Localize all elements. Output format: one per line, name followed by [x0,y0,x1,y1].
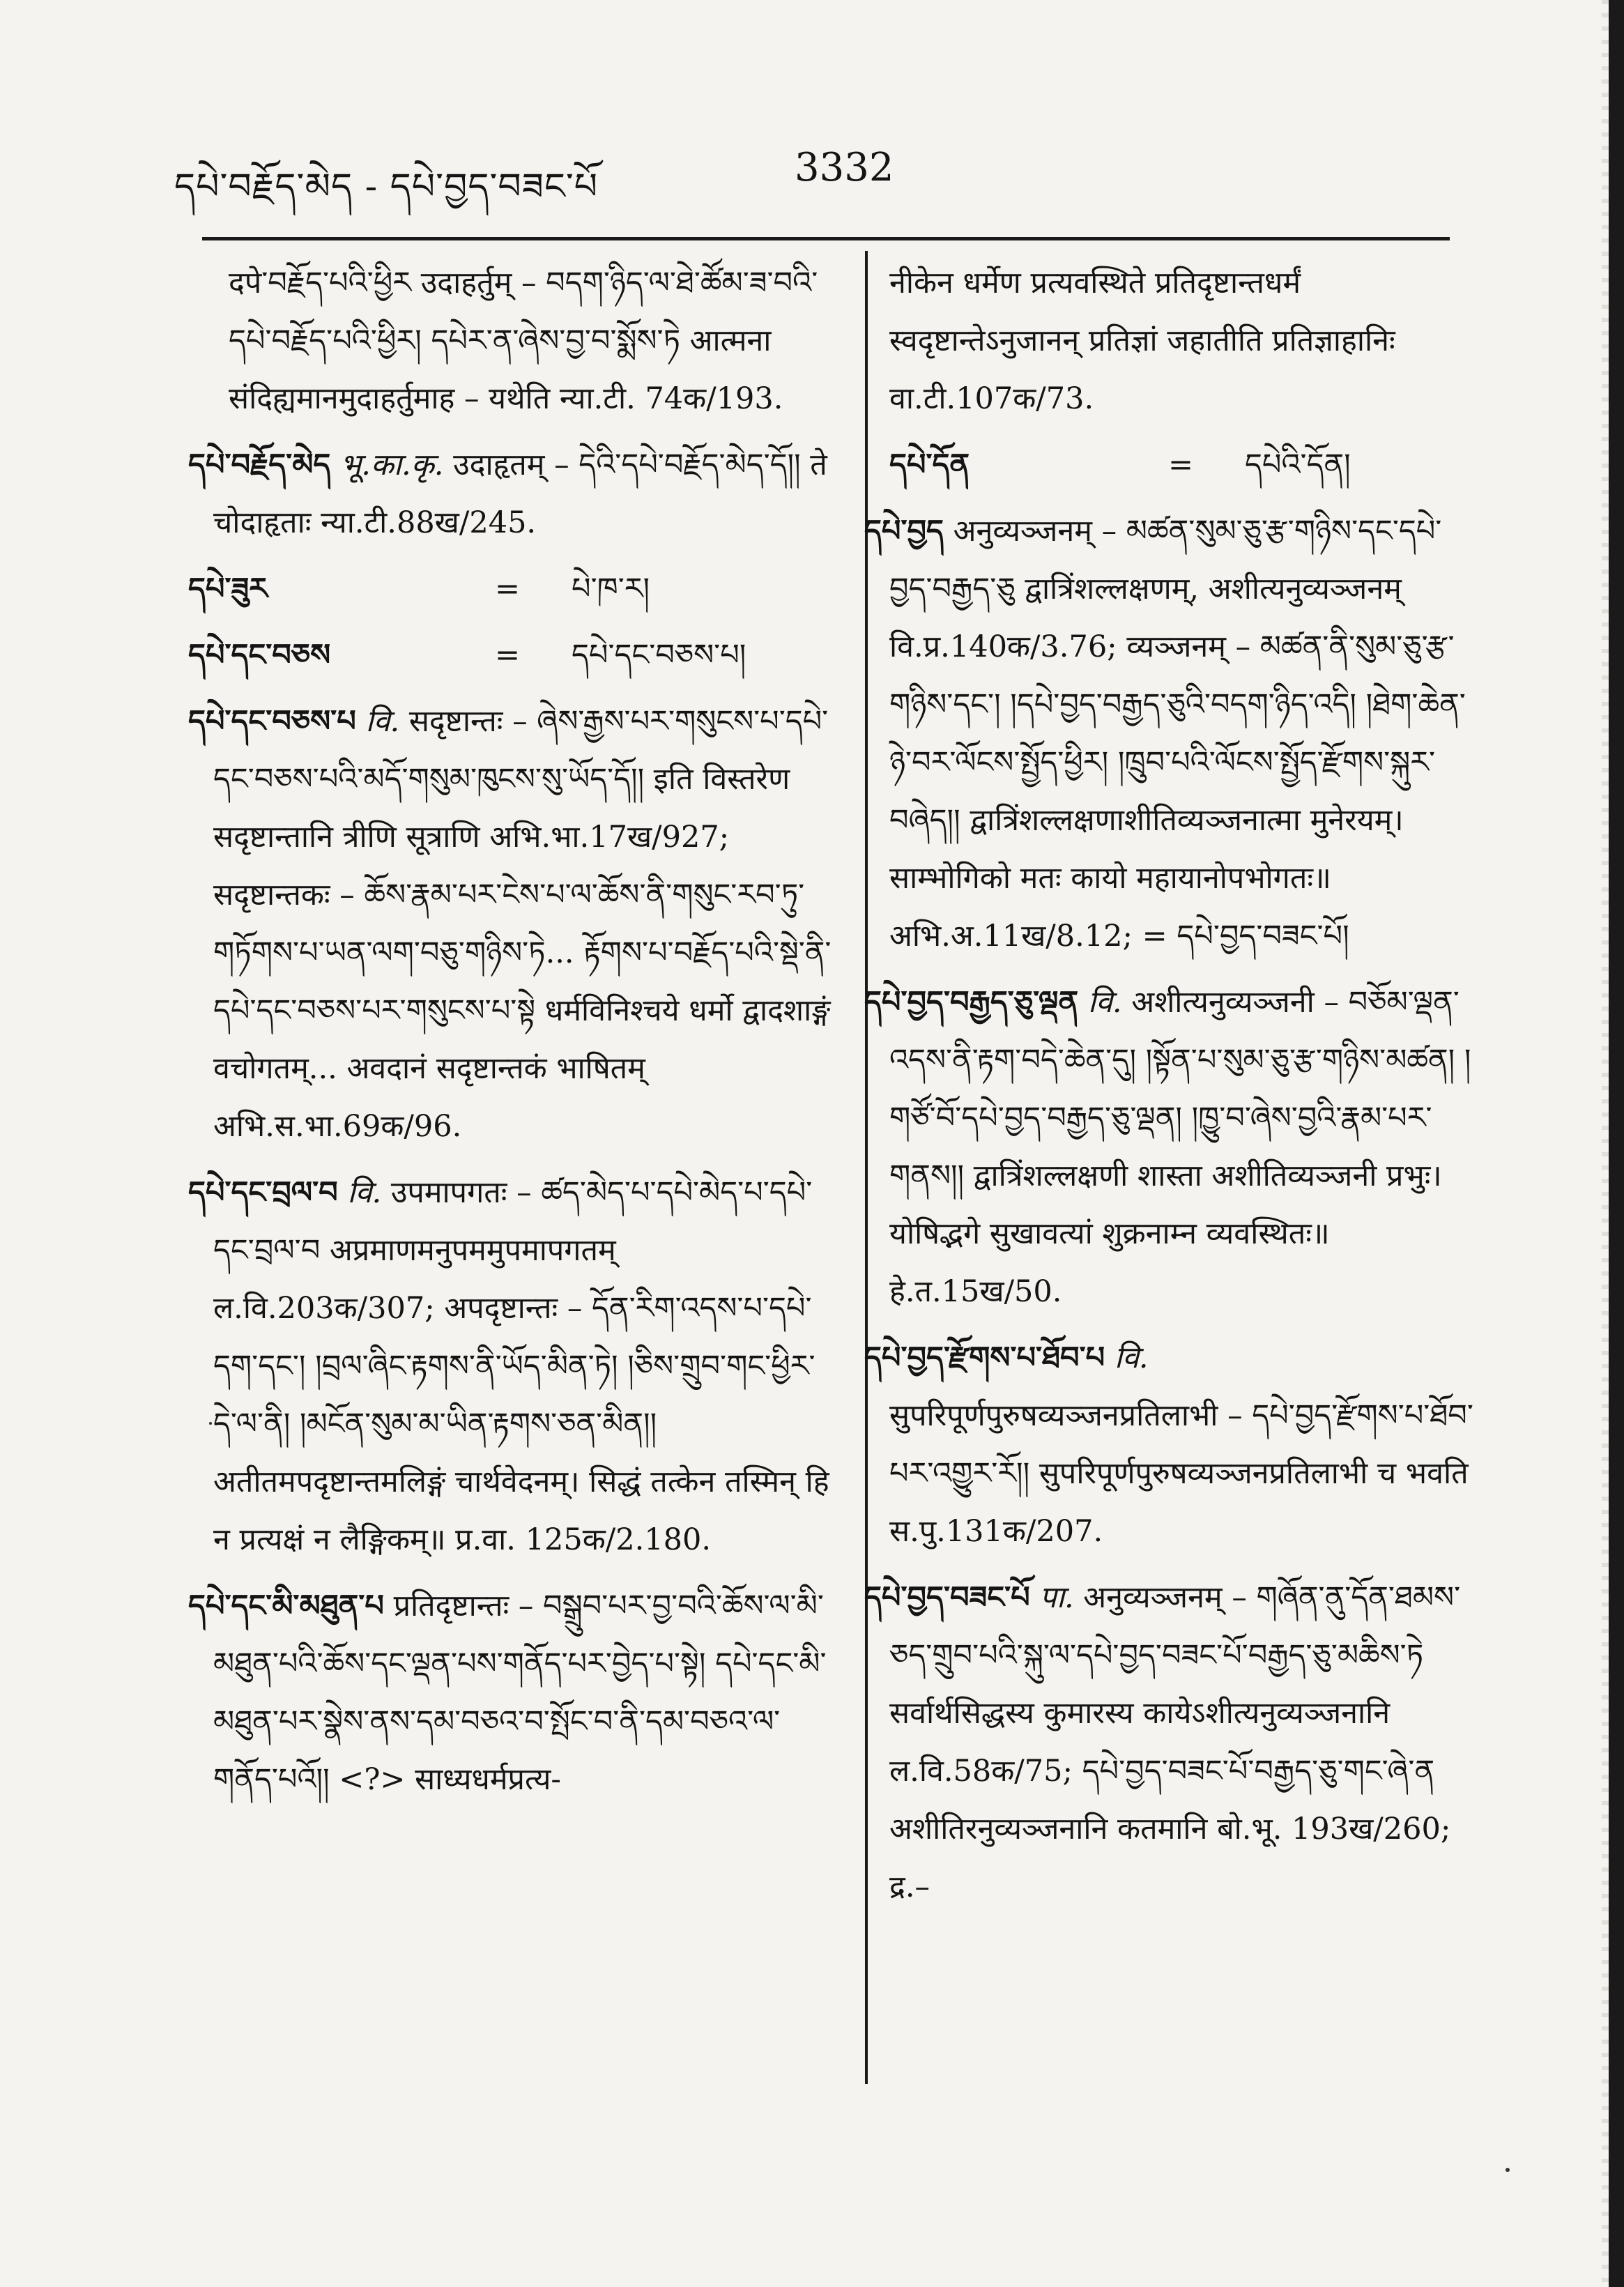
entry-headword: དཔེ་དང་བཅས [188,638,331,673]
entry-text: उपमापगतः – ཚད་མེད་པ་དཔེ་མེད་པ་དཔེ་དང་བྲལ་བ अप्रमाणमनुपममुपमापगतम् ल.वि.203क/307; अपदृष्टान्तः – དོན་རིག་འདས་པ་དཔེ་དག་དང་། །བྲལ་ཞིང་རྟགས་ནི་ཡོད་མིན་ཏེ། །ཅིས་གྲུབ་གང་ཕྱིར་དེ་ལ་ནི། །མངོན་སུམ་མ་ཡིན་རྟགས་ཅན་མིན།། अतीतमपदृष्टान्तमलिङ्गं चार्थवेदनम्। सिद्धं तत्केन तस्मिन् हि न प्रत्यक्षं न लैङ्गिकम्॥ प्र.वा. 125क/2.180. [213,1175,829,1557]
header-rule [202,237,1450,240]
cross-reference-entry [864,436,1478,494]
cross-reference-target: པེ་ཁ་ར། [572,572,650,606]
dictionary-entry [188,436,836,552]
entry-headword: དཔེ་དང་བྲལ་བ [188,1175,338,1210]
entry-headword: དཔེ་བྱད [864,514,944,549]
right-column [864,254,1478,1925]
cross-reference-entry [188,627,836,684]
entry-text: सुपरिपूर्णपुरुषव्यञ्जनप्रतिलाभी – དཔེ་བྱད་རྫོགས་པ་ཐོབ་པར་འགྱུར་རོ།། सुपरिपूर्णपुरुषव्यञ्जनप्रतिलाभी च भवति स.पु.131क/207. [889,1398,1473,1549]
cross-reference-target: དཔེ་དང་བཅས་པ། [572,638,746,673]
scan-edge-bar [1609,0,1624,2287]
entry-headword: དཔེ་དང་མི་མཐུན་པ [188,1589,384,1623]
entry-text: दपे་བརྗོད་པའི་ཕྱིར उदाहर्तुम् – བདག་ཉིད་ལ་ཐེ་ཚོམ་ཟ་བའི་དཔེ་བརྗོད་པའི་ཕྱིར། དཔེར་ན་ཞེས་བྱ་བ་སྨོས་ཏེ आत्मना संदिह्यमानमुदाहर्तुमाह – यथेति न्या.टी. 74क/193. [229,266,818,416]
entry-text: उदाहृतम् – དེའི་དཔེ་བརྗོད་མེད་དོ།། ते चोदाहृताः न्या.टी.88ख/245. [213,448,827,540]
dictionary-entry [864,1569,1478,1916]
scan-speck [209,1422,212,1425]
entry-grammar: भू.का.कृ. [339,448,444,482]
cross-reference-entry [188,560,836,618]
dictionary-entry [188,693,836,1156]
scan-speck [1506,2168,1510,2172]
entry-headword: དཔེ་དང་བཅས་པ [188,704,356,739]
entry-headword: དཔེ་བྱད་བརྒྱད་ཅུ་ལྡན [864,985,1079,1020]
entry-text: प्रतिदृष्टान्तः – བསྒྲུབ་པར་བྱ་བའི་ཆོས་ལ་མི་མཐུན་པའི་ཆོས་དང་ལྡན་པས་གནོད་པར་བྱེད་པ་སྟེ། དཔེ་དང་མི་མཐུན་པར་སྣེས་ནས་དམ་བཅའ་བ་སྤོང་བ་ནི་དམ་བཅའ་ལ་གནོད་པའོ།། <?> साध्यधर्मप्रत्य- [213,1589,827,1797]
dictionary-entry [188,254,836,428]
cross-reference-target: དཔེའི་དོན། [1245,448,1351,482]
dictionary-entry [188,1164,836,1569]
entry-text: अनुव्यञ्जनम् – གཞོན་ནུ་དོན་ཐམས་ཅད་གྲུབ་པའི་སྐུ་ལ་དཔེ་བྱད་བཟང་པོ་བརྒྱད་ཅུ་མཆིས་ཏེ सर्वार्थसिद्धस्य कुमारस्य कायेऽशीत्यनुव्यञ्जनानि ल.वि.58क/75; དཔེ་བྱད་བཟང་པོ་བརྒྱད་ཅུ་གང་ཞེ་ན अशीतिरनुव्यञ्जनानि कतमानि बो.भू. 193ख/260; द्र.– [889,1580,1461,1904]
entry-grammar: वि. [1114,1340,1149,1375]
entry-grammar: वि. [365,704,400,739]
entry-text: सदृष्टान्तः – ཞེས་རྒྱས་པར་གསུངས་པ་དཔེ་དང་བཅས་པའི་མདོ་གསུམ་ཁུངས་སུ་ཡོད་དོ།། इति विस्तरेण सदृष्टान्तानि त्रीणि सूत्राणि अभि.भा.17ख/927; सदृष्टान्तकः – ཆོས་རྣམ་པར་ངེས་པ་ལ་ཆོས་ནི་གསུང་རབ་ཏུ་གཏོགས་པ་ཡན་ལག་བཅུ་གཉིས་ཏེ... རྟོགས་པ་བརྗོད་པའི་སྡེ་ནི་དཔེ་དང་བཅས་པར་གསུངས་པ་སྟེ धर्मविनिश्चये धर्मो द्वादशाङ्गं वचोगतम्... अवदानं सदृष्टान्तकं भाषितम् अभि.स.भा.69क/96. [213,704,832,1144]
scan-edge-noise [1602,0,1609,2287]
entry-headword: དཔེ་དོན [889,448,970,482]
page-number: 3332 [795,145,894,190]
entry-text: अनुव्यञ्जनम् – མཚན་སུམ་ཅུ་རྩ་གཉིས་དང་དཔེ་བྱད་བརྒྱད་ཅུ द्वात्रिंशल्लक्षणम्, अशीत्यनुव्यञ्जनम् वि.प्र.140क/3.76; व्यञ्जनम् – མཚན་ནི་སུམ་ཅུ་རྩ་གཉིས་དང་། །དཔེ་བྱད་བརྒྱད་ཅུའི་བདག་ཉིད་འདི། །ཐེག་ཆེན་ཉེ་བར་ལོངས་སྤྱོད་ཕྱིར། །ཁྲུབ་པའི་ལོངས་སྤྱོད་རྫོགས་སྐུར་བཞེད།། द्वात्रिंशल्लक्षणाशीतिव्यञ्जनात्मा मुनेरयम्। साम्भोगिको मतः कायो महायानोपभोगतः॥ अभि.अ.11ख/8.12; = དཔེ་བྱད་བཟང་པོ། [889,514,1466,954]
entry-headword: དཔེ་བྱད་རྫོགས་པ་ཐོབ་པ [864,1340,1105,1375]
dictionary-entry [864,1329,1478,1561]
dictionary-entry [188,1577,836,1809]
dictionary-entry-continuation [864,254,1478,428]
dictionary-entry [864,503,1478,965]
running-head: དཔེ་བརྗོད་མེད - དཔེ་བྱད་བཟང་པོ [174,166,599,208]
dictionary-entry [864,974,1478,1321]
entry-text: नीकेन धर्मेण प्रत्यवस्थिते प्रतिदृष्टान्तधर्मं स्वदृष्टान्तेऽनुजानन् प्रतिज्ञां जहातीति प्रतिज्ञाहानिः वा.टी.107क/73. [889,266,1395,416]
entry-grammar: पा. [1039,1580,1074,1615]
equals-sign: = [495,572,521,606]
equals-sign: = [1168,448,1194,482]
entry-grammar: वि. [1087,985,1122,1020]
entry-headword: དཔེ་བྱད་བཟང་པོ [864,1580,1030,1615]
equals-sign: = [495,638,521,673]
entry-text: अशीत्यनुव्यञ्जनी – བཅོམ་ལྡན་འདས་ནི་རྟག་བདེ་ཆེན་དུ། །སྟོན་པ་སུམ་ཅུ་རྩ་གཉིས་མཚན། །གཙོ་བོ་དཔེ་བྱད་བརྒྱད་ཅུ་ལྡན། །ཁྱུ་བ་ཞེས་བྱའི་རྣམ་པར་གནས།། द्वात्रिंशल्लक्षणी शास्ता अशीतिव्यञ्जनी प्रभुः। योषिद्भगे सुखावत्यां शुक्रनाम्न व्यवस्थितः॥ हे.त.15ख/50. [889,985,1471,1309]
left-column [188,254,836,1817]
entry-headword: དཔེ་བརྗོད་མེད [188,448,331,482]
entry-headword: དཔེ་ཟུར [188,572,268,606]
entry-grammar: वि. [347,1175,382,1210]
